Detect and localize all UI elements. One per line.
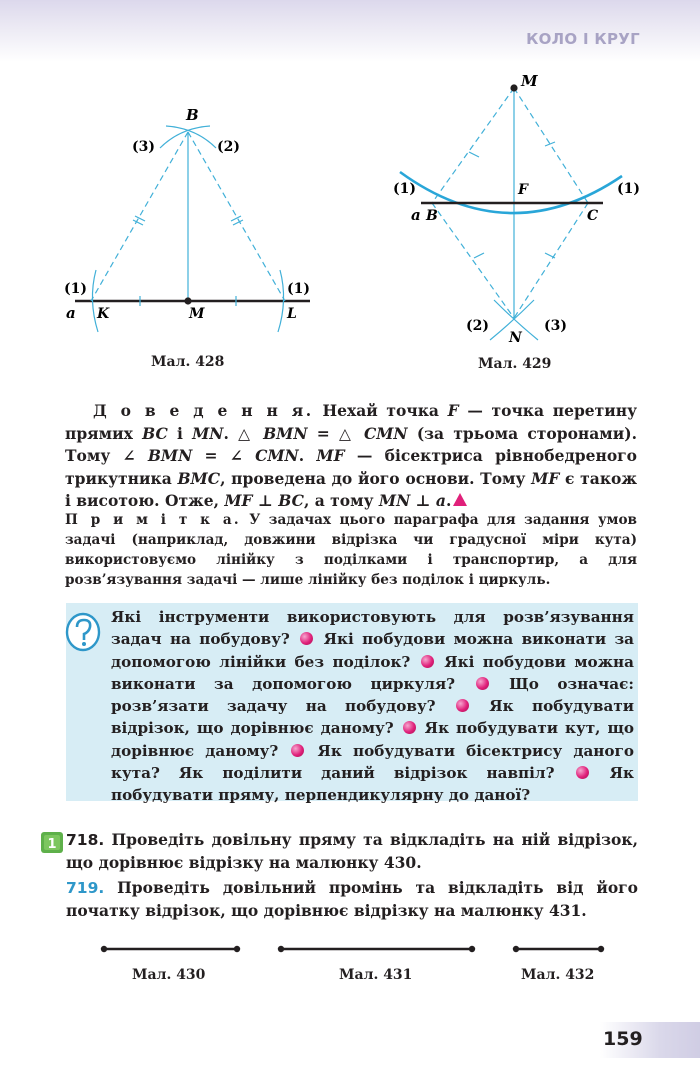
- proof-lead: Д о в е д е н н я.: [93, 401, 314, 420]
- question-item: Які побудови можна виконати за допомогою лінійки без поділок?: [111, 630, 635, 671]
- label-arc1-left-429: (1): [393, 181, 416, 197]
- bullet-icon: [421, 655, 434, 668]
- label-arc3-429: (3): [544, 318, 567, 334]
- label-arc1-left-428: (1): [64, 281, 87, 297]
- bullet-icon: [300, 632, 313, 645]
- task-719-number: 719.: [66, 879, 105, 897]
- label-B-428: B: [186, 106, 199, 124]
- caption-431: Мал. 431: [339, 967, 413, 983]
- task-718: [66, 829, 638, 874]
- bullet-icon: [403, 721, 416, 734]
- caption-428: Мал. 428: [151, 354, 225, 370]
- question-item: Як побудувати відрізок, що дорівнює даному?: [111, 697, 634, 738]
- label-M-428: M: [189, 306, 205, 322]
- page-number: 159: [603, 1028, 643, 1050]
- label-K-428: K: [97, 306, 110, 322]
- task-718-number: 718.: [66, 831, 105, 849]
- segment-432: [513, 946, 604, 952]
- bullet-icon: [576, 766, 589, 779]
- label-arc2-428: (2): [217, 139, 240, 155]
- svg-text:1: 1: [47, 837, 57, 852]
- task-719-text: Проведіть довільний промінь та відкладіть від його початку відрізок, що дорівнює відрізку на малюнку 431.: [66, 878, 638, 920]
- label-arc1-right-428: (1): [287, 281, 310, 297]
- label-a-428: a: [66, 304, 76, 322]
- figure-428: [64, 106, 310, 332]
- label-N-429: N: [509, 330, 522, 346]
- figures-428-429: [0, 0, 700, 380]
- note-lead: П р и м і т к а.: [65, 512, 241, 528]
- label-L-428: L: [287, 306, 297, 322]
- task-718-text: Проведіть довільну пряму та відкладіть на ній відрізок, що дорівнює відрізку на малюнку 430.: [66, 830, 638, 872]
- note-text: У задачах цього параграфа для задання умов задачі (наприклад, довжини відрізка чи градусної міри кута) використовуємо лінійку з поділками і транспортир, а для розв’язування задачі — лише лінійку без поділок і циркуль.: [65, 512, 637, 588]
- question-item: Як побудувати кут, що дорівнює даному?: [111, 719, 635, 760]
- bullet-icon: [476, 677, 489, 690]
- question-item: Які побудови можна виконати за допомогою циркуля?: [111, 652, 634, 693]
- segment-431: [278, 946, 475, 952]
- section-title: КОЛО І КРУГ: [526, 30, 640, 48]
- question-item: Як побудувати бісектрису даного кута?: [111, 741, 634, 783]
- label-a-429: a: [411, 206, 421, 224]
- label-M-429: M: [521, 72, 538, 90]
- question-item: Що означає: розв’язати задачу на побудову?: [111, 674, 634, 716]
- proof-paragraph: Д о в е д е н н я. Нехай точка F — точка перетину прямих BC і MN. △ BMN = △ CMN (за трьома сторонами). Тому ∠ BMN = ∠ CMN. MF — бісектриса рівнобедреного трикутника BMC, проведена до його основи. Тому MF є також і висотою. Отже, MF ⊥ BC, а тому MN ⊥ a.: [65, 401, 638, 510]
- label-arc2-429: (2): [466, 318, 489, 334]
- caption-432: Мал. 432: [521, 967, 595, 983]
- label-arc1-right-429: (1): [617, 181, 640, 197]
- question-mark-icon: [64, 611, 104, 655]
- label-B-429: B: [426, 208, 438, 224]
- task-719: [66, 877, 638, 922]
- end-of-proof-triangle-icon: [453, 493, 467, 506]
- figure-429: [393, 72, 640, 346]
- bullet-icon: [456, 699, 469, 712]
- caption-429: Мал. 429: [478, 356, 552, 372]
- segment-430: [101, 946, 240, 952]
- task-difficulty-icon: [41, 832, 65, 854]
- label-arc3-428: (3): [132, 139, 155, 155]
- bullet-icon: [291, 744, 304, 757]
- question-item: Як поділити даний відрізок навпіл?: [178, 764, 555, 783]
- label-C-429: C: [587, 208, 599, 224]
- question-item: Які інструменти використовують для розв’язування задач на побудову?: [111, 608, 634, 649]
- questions-text: [111, 606, 634, 807]
- note-paragraph: [65, 510, 637, 590]
- question-item: Як побудувати пряму, перпендикулярну до даної?: [111, 764, 634, 805]
- label-F-429: F: [518, 182, 528, 198]
- caption-430: Мал. 430: [132, 967, 206, 983]
- segments-figures: [0, 935, 700, 965]
